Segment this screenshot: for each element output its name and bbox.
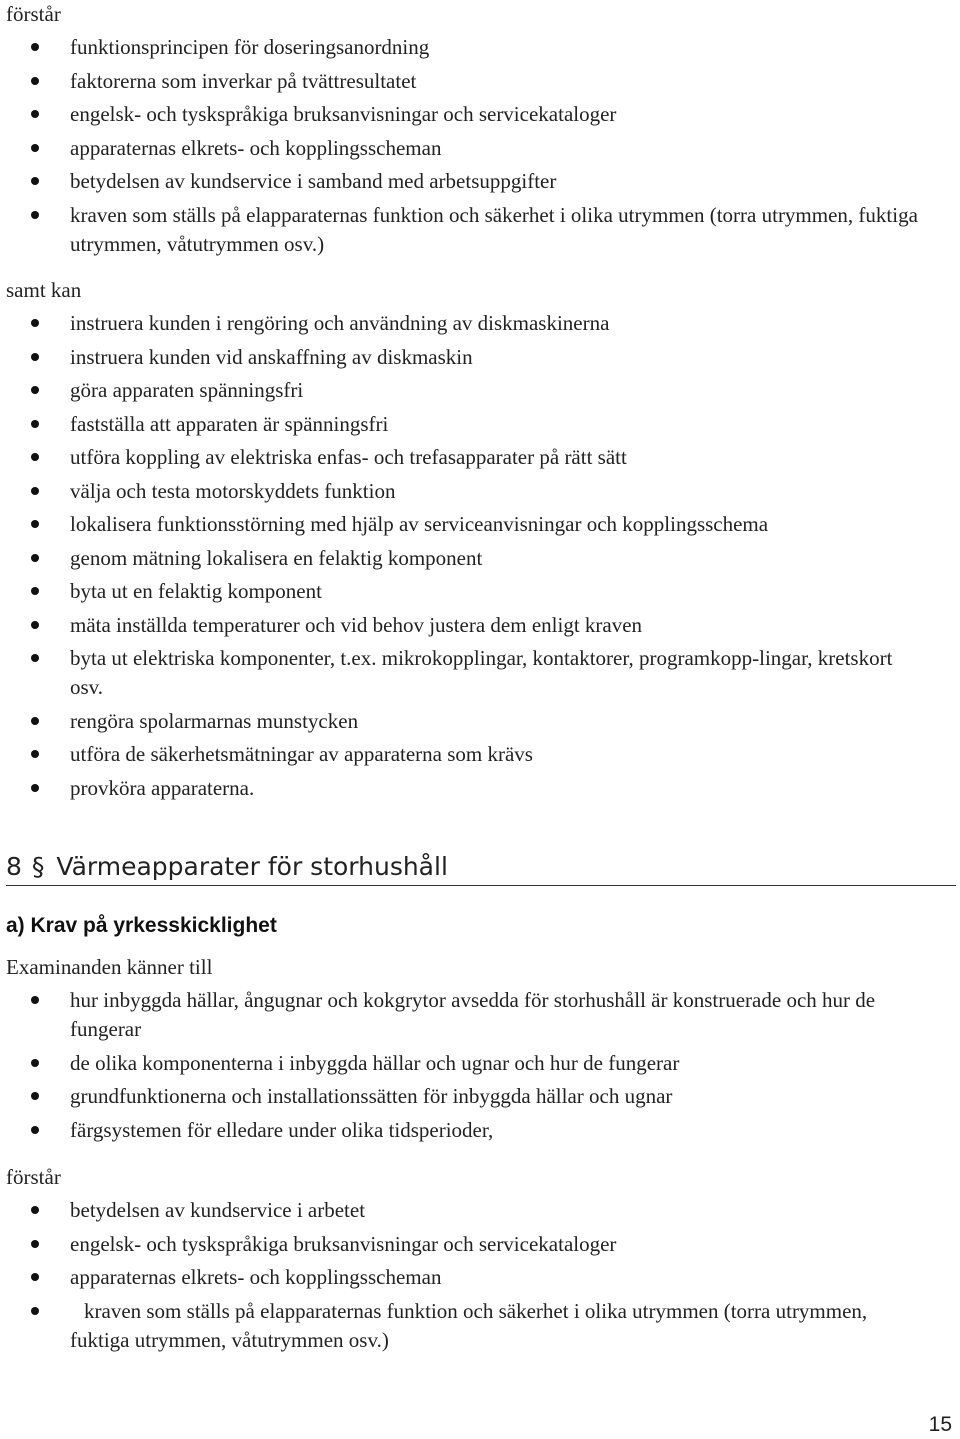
bullet-list-examinanden	[0, 986, 930, 1149]
bullet-icon	[31, 750, 39, 758]
list-item: betydelsen av kundservice i samband med arbetsuppgifter	[0, 167, 930, 196]
bullet-icon	[31, 386, 39, 394]
list-item: betydelsen av kundservice i arbetet	[0, 1196, 930, 1225]
list-item: rengöra spolarmarnas munstycken	[0, 707, 930, 736]
section-number: 8	[6, 852, 22, 881]
bullet-list-samt-kan	[0, 309, 930, 807]
bullet-icon	[31, 1092, 39, 1100]
page-number: 15	[928, 1413, 952, 1436]
list-item: välja och testa motorskyddets funktion	[0, 477, 930, 506]
bullet-icon	[31, 520, 39, 528]
bullet-icon	[31, 420, 39, 428]
bullet-icon	[31, 1240, 39, 1248]
list-item: färgsystemen för elledare under olika tidsperioder,	[0, 1116, 930, 1145]
list-item: lokalisera funktionsstörning med hjälp av serviceanvisningar och kopplingsschema	[0, 510, 930, 539]
bullet-icon	[31, 77, 39, 85]
list-item: byta ut elektriska komponenter, t.ex. mikrokopplingar, kontaktorer, programkopp-lingar, kretskort osv.	[0, 644, 930, 702]
bullet-icon	[31, 43, 39, 51]
bullet-icon	[31, 587, 39, 595]
bullet-icon	[31, 144, 39, 152]
list-item: genom mätning lokalisera en felaktig komponent	[0, 544, 930, 573]
bullet-icon	[31, 654, 39, 662]
section-label-forstar: förstår	[6, 2, 61, 26]
bullet-icon	[31, 110, 39, 118]
list-item: grundfunktionerna och installationssätten för inbyggda hällar och ugnar	[0, 1082, 930, 1111]
bullet-icon	[31, 717, 39, 725]
bullet-icon	[31, 1307, 39, 1315]
bullet-icon	[31, 1273, 39, 1281]
bullet-icon	[31, 177, 39, 185]
bullet-icon	[31, 554, 39, 562]
list-item: instruera kunden vid anskaffning av diskmaskin	[0, 343, 930, 372]
section-label-forstar-2: förstår	[6, 1165, 61, 1189]
list-item: byta ut en felaktig komponent	[0, 577, 930, 606]
section-label-samt-kan: samt kan	[6, 278, 82, 302]
list-item: funktionsprincipen för doseringsanordning	[0, 33, 930, 62]
bullet-list-forstar	[0, 33, 930, 263]
list-item: fastställa att apparaten är spänningsfri	[0, 410, 930, 439]
section-symbol: §	[31, 852, 45, 881]
section-title: Värmeapparater för storhushåll	[56, 852, 448, 881]
subheading: a) Krav på yrkesskicklighet	[6, 914, 277, 937]
list-item: engelsk- och tyskspråkiga bruksanvisningar och servicekataloger	[0, 1230, 930, 1259]
bullet-icon	[31, 319, 39, 327]
list-item: utföra koppling av elektriska enfas- och trefasapparater på rätt sätt	[0, 443, 930, 472]
bullet-icon	[31, 996, 39, 1004]
list-item: kraven som ställs på elapparaternas funktion och säkerhet i olika utrymmen (torra utrymmen, fuktiga utrymmen, våtutrymmen osv.)	[0, 1297, 930, 1355]
section-heading	[6, 850, 956, 886]
list-item: göra apparaten spänningsfri	[0, 376, 930, 405]
list-item: faktorerna som inverkar på tvättresultatet	[0, 67, 930, 96]
bullet-list-forstar-2	[0, 1196, 930, 1359]
bullet-icon	[31, 784, 39, 792]
list-item: kraven som ställs på elapparaternas funktion och säkerhet i olika utrymmen (torra utrymmen, fuktiga utrymmen, våtutrymmen osv.)	[0, 201, 930, 259]
list-item: hur inbyggda hällar, ångugnar och kokgrytor avsedda för storhushåll är konstruerade och hur de fungerar	[0, 986, 930, 1044]
list-item: engelsk- och tyskspråkiga bruksanvisningar och servicekataloger	[0, 100, 930, 129]
bullet-icon	[31, 211, 39, 219]
list-item: mäta inställda temperaturer och vid behov justera dem enligt kraven	[0, 611, 930, 640]
list-item: de olika komponenterna i inbyggda hällar och ugnar och hur de fungerar	[0, 1049, 930, 1078]
bullet-icon	[31, 1126, 39, 1134]
list-item: utföra de säkerhetsmätningar av apparaterna som krävs	[0, 740, 930, 769]
list-item: apparaternas elkrets- och kopplingsscheman	[0, 1263, 930, 1292]
bullet-icon	[31, 353, 39, 361]
section-label-examinanden: Examinanden känner till	[6, 955, 213, 979]
bullet-icon	[31, 1206, 39, 1214]
list-item: instruera kunden i rengöring och användning av diskmaskinerna	[0, 309, 930, 338]
bullet-icon	[31, 453, 39, 461]
bullet-icon	[31, 621, 39, 629]
bullet-icon	[31, 487, 39, 495]
list-item: provköra apparaterna.	[0, 774, 930, 803]
bullet-icon	[31, 1059, 39, 1067]
list-item: apparaternas elkrets- och kopplingsscheman	[0, 134, 930, 163]
